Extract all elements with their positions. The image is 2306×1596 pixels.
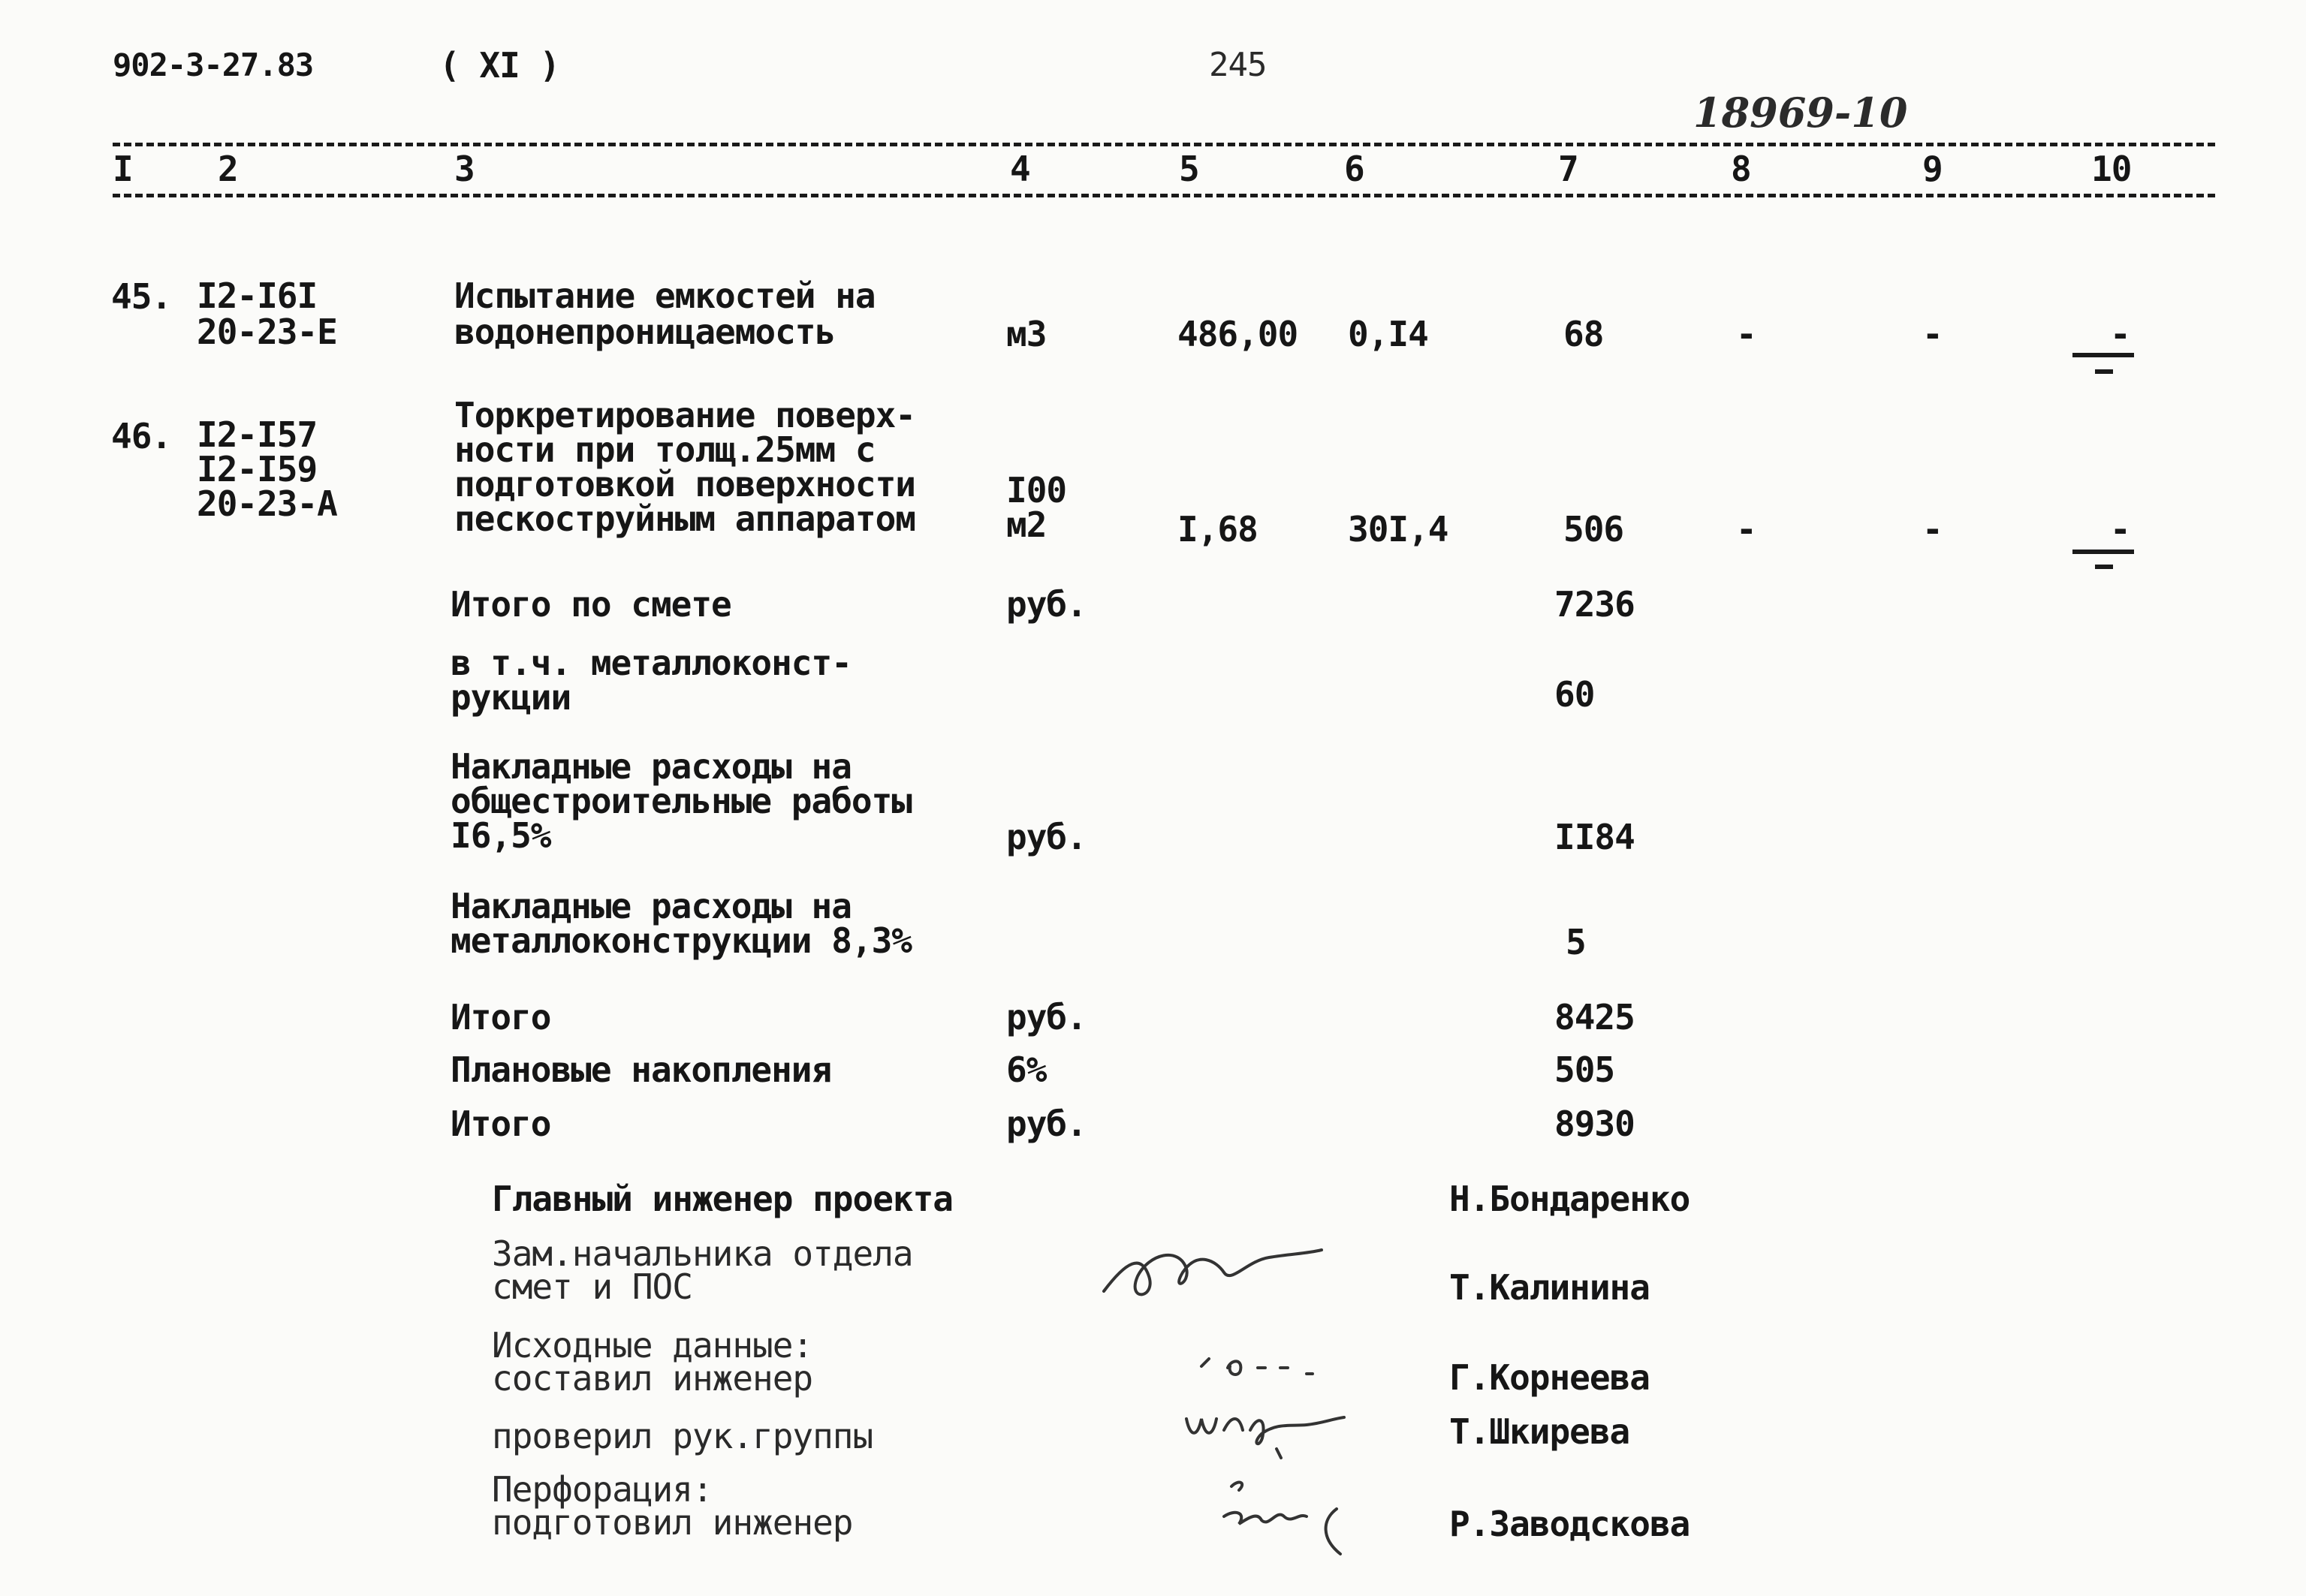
row-total: 68 <box>1563 314 1604 354</box>
column-number: 6 <box>1344 149 1364 189</box>
totals-value: 505 <box>1554 1049 1615 1090</box>
totals-value: II84 <box>1554 817 1635 857</box>
totals-unit: руб. <box>1006 997 1087 1037</box>
row-number: 46. <box>111 416 172 456</box>
signatory-role: Исходные данные: составил инженер <box>492 1325 813 1399</box>
row-price: 0,I4 <box>1348 314 1428 354</box>
row-price: 30I,4 <box>1348 509 1448 550</box>
header-rule-bottom <box>113 194 2215 197</box>
signatory-role: Перфорация: подготовил инженер <box>492 1469 853 1543</box>
totals-unit: руб. <box>1006 817 1087 857</box>
column-number: 2 <box>218 149 238 189</box>
col10-rule <box>2072 550 2134 554</box>
column-number: 5 <box>1179 149 1199 189</box>
column-number: 9 <box>1922 149 1943 189</box>
totals-value: 60 <box>1554 674 1595 715</box>
row-col9: - <box>1922 314 1943 354</box>
row-unit: I00 м2 <box>1006 470 1067 545</box>
document-code: 902-3-27.83 <box>113 47 314 83</box>
signatory-role: Главный инженер проекта <box>492 1179 953 1219</box>
row-description: Испытание емкостей на водонепроницаемость <box>454 276 876 352</box>
row-code: I2-I6I 20-23-Е <box>197 276 337 352</box>
signatory-name: Н.Бондаренко <box>1449 1179 1690 1219</box>
totals-value: 8930 <box>1554 1104 1635 1144</box>
totals-label: Накладные расходы на общестроительные работы I6,5% <box>451 746 912 856</box>
signatory-name: Р.Заводскова <box>1449 1504 1690 1544</box>
totals-label: Плановые накопления <box>451 1049 832 1090</box>
signatory-name: Г.Корнеева <box>1449 1357 1650 1398</box>
column-number: I <box>113 149 133 189</box>
row-unit: м3 <box>1006 314 1047 354</box>
totals-value: 8425 <box>1554 997 1635 1037</box>
column-number: 3 <box>454 149 475 189</box>
totals-value: 7236 <box>1554 584 1635 625</box>
header-rule-top <box>113 143 2215 146</box>
signature-mark <box>1179 1396 1352 1464</box>
totals-label: Итого <box>451 1104 551 1144</box>
totals-label: Итого по смете <box>451 584 731 625</box>
totals-label: Накладные расходы на металлоконструкции 8,3% <box>451 886 912 961</box>
signature-mark <box>1209 1471 1374 1561</box>
row-quantity: 486,00 <box>1177 314 1298 354</box>
col10-rule <box>2072 353 2134 357</box>
column-number: 10 <box>2091 149 2132 189</box>
totals-label: в т.ч. металлоконст- рукции <box>451 643 852 718</box>
column-number: 8 <box>1731 149 1751 189</box>
row-col9: - <box>1922 509 1943 550</box>
signatory-name: Т.Шкирева <box>1449 1411 1630 1452</box>
totals-unit: 6% <box>1006 1049 1047 1090</box>
totals-unit: руб. <box>1006 1104 1087 1144</box>
column-number: 7 <box>1558 149 1578 189</box>
row-col8: - <box>1736 314 1756 354</box>
row-col10: - <box>2110 509 2130 550</box>
signature-mark <box>1186 1344 1337 1389</box>
row-total: 506 <box>1563 509 1624 550</box>
row-code: I2-I57 I2-I59 20-23-А <box>197 414 337 524</box>
row-col10: - <box>2110 314 2130 354</box>
row-col8: - <box>1736 509 1756 550</box>
page-number: 245 <box>1209 46 1267 84</box>
signatory-name: Т.Калинина <box>1449 1267 1650 1308</box>
totals-unit: руб. <box>1006 584 1087 625</box>
stamp-number: 18969-10 <box>1693 89 1908 137</box>
row-number: 45. <box>111 276 172 317</box>
signatory-role: Зам.начальника отдела смет и ПОС <box>492 1233 913 1307</box>
signatory-role: проверил рук.группы <box>492 1416 873 1456</box>
row-description: Торкретирование поверх- ности при толщ.25мм с подготовкой поверхности пескоструйным аппаратом <box>454 395 915 539</box>
col10-mark <box>2095 369 2113 374</box>
signature-mark <box>1096 1231 1337 1314</box>
totals-value: 5 <box>1566 922 1586 962</box>
totals-label: Итого <box>451 997 551 1037</box>
col10-mark <box>2095 565 2113 569</box>
row-quantity: I,68 <box>1177 509 1258 550</box>
column-number: 4 <box>1010 149 1030 189</box>
section-label: ( XI ) <box>439 45 560 86</box>
